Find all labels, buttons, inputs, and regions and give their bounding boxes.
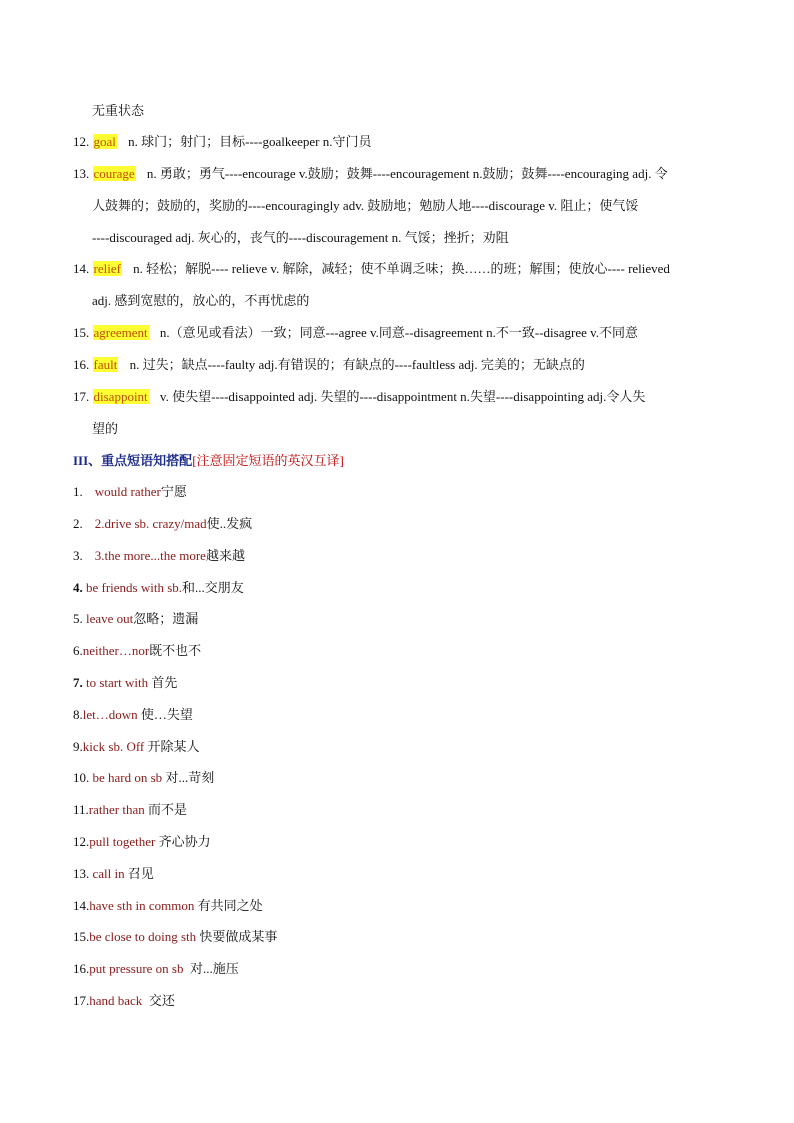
vocab-item-goal bbox=[73, 133, 371, 151]
phrase-english: be friends with sb. bbox=[86, 580, 183, 595]
phrase-english: call in bbox=[92, 866, 125, 881]
phrase-english: put pressure on sb bbox=[89, 961, 184, 976]
vocab-item-agreement bbox=[73, 324, 638, 342]
vocab-item-relief bbox=[73, 260, 670, 278]
phrase-item bbox=[73, 738, 200, 756]
phrase-number: 4. bbox=[73, 580, 83, 595]
phrase-chinese: 对...施压 bbox=[190, 961, 239, 976]
vocab-number: 14. bbox=[73, 261, 90, 276]
phrase-number: 7. bbox=[73, 675, 83, 690]
phrase-english: let…down bbox=[82, 707, 138, 722]
phrase-number: 9. bbox=[73, 739, 83, 754]
phrase-number: 5. bbox=[73, 611, 83, 626]
phrase-number: 2. bbox=[73, 516, 83, 531]
phrase-chinese: 快要做成某事 bbox=[199, 929, 278, 944]
vocab-definition: n. 球门；射门；目标----goalkeeper n.守门员 bbox=[128, 134, 372, 149]
section-title: III、重点短语知搭配 bbox=[73, 453, 193, 468]
section-heading bbox=[73, 452, 344, 470]
vocab-definition: v. 使失望----disappointed adj. 失望的----disappointment n.失望----disappointing adj.令人失 bbox=[159, 389, 646, 404]
phrase-english: be close to doing sth bbox=[89, 929, 197, 944]
phrase-item bbox=[73, 865, 154, 883]
vocab-word: goal bbox=[93, 134, 116, 149]
phrase-number: 11. bbox=[73, 802, 89, 817]
vocab-number: 16. bbox=[73, 357, 90, 372]
vocab-number: 12. bbox=[73, 134, 90, 149]
phrase-item bbox=[73, 515, 252, 533]
vocab-item-courage bbox=[73, 165, 668, 183]
phrase-english: pull together bbox=[89, 834, 156, 849]
vocab-word: fault bbox=[93, 357, 118, 372]
phrase-english: leave out bbox=[86, 611, 134, 626]
phrase-chinese: 交还 bbox=[148, 993, 175, 1008]
vocab-definition: n.（意见或看法）一致；同意---agree v.同意--disagreement n.不一致--disagree v.不同意 bbox=[159, 325, 639, 340]
phrase-english: 2.drive sb. crazy/mad bbox=[94, 516, 207, 531]
phrase-chinese: 越来越 bbox=[205, 548, 245, 563]
phrase-item bbox=[73, 547, 245, 565]
vocab-word: agreement bbox=[93, 325, 148, 340]
vocab-word: courage bbox=[93, 166, 135, 181]
vocab-item-disappoint bbox=[73, 388, 645, 406]
phrase-chinese: 忽略；遗漏 bbox=[133, 611, 199, 626]
phrase-chinese: 齐心协力 bbox=[158, 834, 211, 849]
phrase-english: would rather bbox=[94, 484, 161, 499]
phrase-item bbox=[73, 928, 277, 946]
phrase-english: have sth in common bbox=[89, 898, 195, 913]
phrase-chinese: 宁愿 bbox=[160, 484, 187, 499]
phrase-number: 16. bbox=[73, 961, 90, 976]
phrase-item bbox=[73, 833, 211, 851]
phrase-chinese: 有共同之处 bbox=[197, 898, 263, 913]
phrase-number: 17. bbox=[73, 993, 90, 1008]
phrase-english: 3.the more...the more bbox=[94, 548, 206, 563]
phrase-chinese: 使…失望 bbox=[140, 707, 193, 722]
phrase-item bbox=[73, 706, 193, 724]
phrase-number: 6. bbox=[73, 643, 83, 658]
phrase-chinese: 首先 bbox=[151, 675, 178, 690]
vocab-number: 13. bbox=[73, 166, 90, 181]
phrase-item bbox=[73, 769, 214, 787]
phrase-item bbox=[73, 579, 244, 597]
vocab-item-fault bbox=[73, 356, 585, 374]
phrase-item bbox=[73, 897, 263, 915]
phrase-number: 10. bbox=[73, 770, 90, 785]
vocab-definition-continued: ----discouraged adj. 灰心的，丧气的----discouragement n. 气馁；挫折；劝阻 bbox=[92, 230, 509, 245]
vocab-definition-continued: 望的 bbox=[92, 421, 119, 436]
phrase-number: 15. bbox=[73, 929, 90, 944]
phrase-chinese: 使..发疯 bbox=[206, 516, 253, 531]
phrase-item bbox=[73, 801, 187, 819]
vocab-definition: n. 勇敢；勇气----encourage v.鼓励；鼓舞----encouragement n.鼓励；鼓舞----encouraging adj. 令 bbox=[146, 166, 668, 181]
vocab-word: relief bbox=[93, 261, 121, 276]
phrase-item bbox=[73, 642, 201, 660]
vocab-definition: n. 轻松；解脱---- relieve v. 解除，减轻；使不单调乏味；换……的班；解围；使放心---- relieved bbox=[133, 261, 670, 276]
phrase-english: be hard on sb bbox=[92, 770, 163, 785]
phrase-number: 3. bbox=[73, 548, 83, 563]
phrase-english: kick sb. Off bbox=[82, 739, 145, 754]
vocab-definition-continued: 人鼓舞的；鼓励的，奖励的----encouragingly adv. 鼓励地；勉励人地----discourage v. 阻止；使气馁 bbox=[92, 198, 639, 213]
section-note: [注意固定短语的英汉互译] bbox=[192, 453, 344, 468]
phrase-chinese: 开除某人 bbox=[147, 739, 200, 754]
vocab-number: 17. bbox=[73, 389, 90, 404]
phrase-item bbox=[73, 610, 198, 628]
phrase-number: 13. bbox=[73, 866, 90, 881]
phrase-english: to start with bbox=[86, 675, 149, 690]
vocab-continuation: 无重状态 bbox=[92, 103, 145, 118]
vocab-word: disappoint bbox=[93, 389, 148, 404]
phrase-number: 8. bbox=[73, 707, 83, 722]
phrase-chinese: 召见 bbox=[127, 866, 154, 881]
phrase-item bbox=[73, 960, 239, 978]
vocab-definition: n. 过失；缺点----faulty adj.有错误的；有缺点的----faultless adj. 完美的；无缺点的 bbox=[129, 357, 585, 372]
phrase-chinese: 而不是 bbox=[147, 802, 187, 817]
phrase-item bbox=[73, 674, 177, 692]
phrase-chinese: 既不也不 bbox=[149, 643, 202, 658]
phrase-chinese: 对...苛刻 bbox=[165, 770, 215, 785]
phrase-item bbox=[73, 483, 187, 501]
phrase-item bbox=[73, 992, 175, 1010]
phrase-english: rather than bbox=[88, 802, 145, 817]
phrase-chinese: 和...交朋友 bbox=[182, 580, 244, 595]
phrase-english: hand back bbox=[89, 993, 143, 1008]
phrase-english: neither…nor bbox=[82, 643, 150, 658]
vocab-definition-continued: adj. 感到宽慰的，放心的，不再忧虑的 bbox=[92, 293, 310, 308]
phrase-number: 14. bbox=[73, 898, 90, 913]
vocab-number: 15. bbox=[73, 325, 90, 340]
phrase-number: 12. bbox=[73, 834, 90, 849]
phrase-number: 1. bbox=[73, 484, 83, 499]
